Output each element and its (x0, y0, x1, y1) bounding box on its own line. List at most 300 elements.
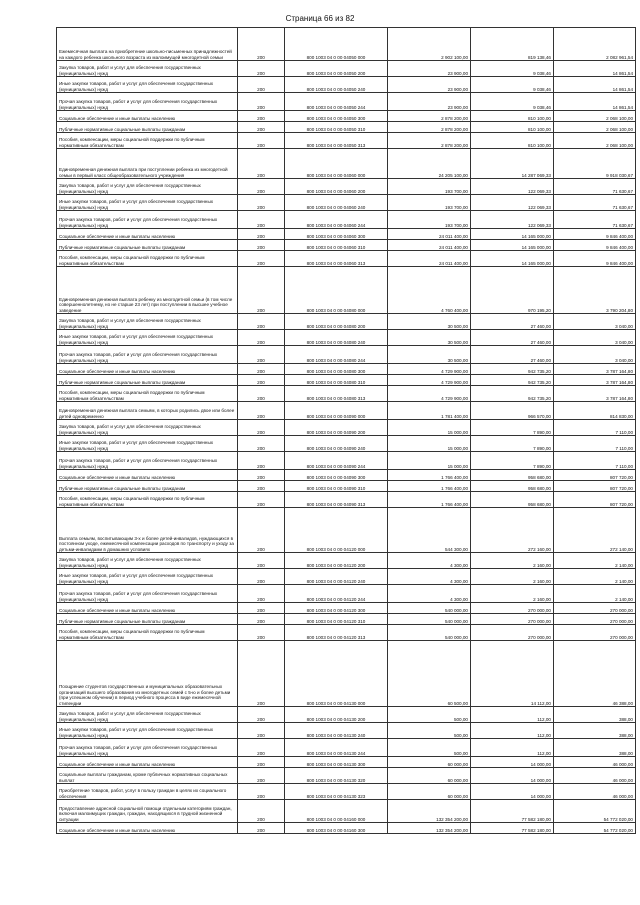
table-row (57, 211, 636, 229)
row-kbk: 800 1003 04 0 00 04160 000 (285, 800, 388, 823)
approved-amount: 193 700,00 (388, 179, 471, 195)
executed-amount: 14 165 000,00 (471, 229, 554, 240)
remaining-amount: 3 040,00 (554, 346, 636, 364)
row-code: 200 (238, 768, 285, 784)
remaining-amount: 7 110,00 (554, 452, 636, 470)
remaining-amount: 388,00 (554, 707, 636, 723)
remaining-amount: 272 140,00 (554, 508, 636, 553)
row-kbk: 800 1003 04 0 00 04090 313 (285, 492, 388, 508)
remaining-amount: 46 000,00 (554, 768, 636, 784)
executed-amount: 942 735,20 (471, 364, 554, 375)
row-name: Иные закупки товаров, работ и услуг для обеспечения государственных (муниципальных) нужд (57, 195, 238, 211)
remaining-amount: 3 790 204,80 (554, 267, 636, 314)
row-kbk: 800 1003 04 0 00 04080 313 (285, 386, 388, 402)
table-row (57, 603, 636, 614)
row-code: 200 (238, 585, 285, 603)
row-kbk: 800 1003 04 0 00 04080 300 (285, 364, 388, 375)
row-name: Иные закупки товаров, работ и услуг для обеспечения государственных (муниципальных) нужд (57, 569, 238, 585)
table-row (57, 768, 636, 784)
approved-amount: 23 900,00 (388, 61, 471, 77)
row-code: 200 (238, 314, 285, 330)
remaining-amount: 71 630,67 (554, 195, 636, 211)
row-code: 200 (238, 93, 285, 111)
approved-amount: 540 000,00 (388, 625, 471, 641)
row-name: Закупка товаров, работ и услуг для обеспечения государственных (муниципальных) нужд (57, 314, 238, 330)
row-name: Прочая закупка товаров, работ и услуг для обеспечения государственных (муниципальных) нужд (57, 452, 238, 470)
remaining-amount: 2 068 100,00 (554, 122, 636, 133)
remaining-amount: 46 000,00 (554, 757, 636, 768)
row-name: Иные закупки товаров, работ и услуг для обеспечения государственных (муниципальных) нужд (57, 330, 238, 346)
row-name: Прочая закупка товаров, работ и услуг для обеспечения государственных (муниципальных) нужд (57, 346, 238, 364)
remaining-amount: 270 000,00 (554, 625, 636, 641)
row-name: Пособия, компенсации, меры социальной поддержки по публичным нормативным обязательствам (57, 251, 238, 267)
table-row (57, 330, 636, 346)
row-code: 200 (238, 240, 285, 251)
table-row (57, 800, 636, 823)
remaining-amount: 270 000,00 (554, 603, 636, 614)
approved-amount: 1 766 400,00 (388, 470, 471, 481)
table-row (57, 569, 636, 585)
row-name: Пособия, компенсации, меры социальной поддержки по публичным нормативным обязательствам (57, 492, 238, 508)
table-row (57, 77, 636, 93)
approved-amount: 60 000,00 (388, 757, 471, 768)
row-name: Социальное обеспечение и иные выплаты населению (57, 603, 238, 614)
row-code: 200 (238, 492, 285, 508)
executed-amount: 14 287 069,33 (471, 149, 554, 179)
approved-amount: 15 000,00 (388, 436, 471, 452)
executed-amount: 7 890,00 (471, 436, 554, 452)
row-name: Прочая закупка товаров, работ и услуг для обеспечения государственных (муниципальных) нужд (57, 585, 238, 603)
approved-amount: 23 900,00 (388, 93, 471, 111)
table-row (57, 314, 636, 330)
row-name: Пособия, компенсации, меры социальной поддержки по публичным нормативным обязательствам (57, 386, 238, 402)
remaining-amount: 2 068 100,00 (554, 133, 636, 149)
row-kbk: 800 1003 04 0 00 04060 244 (285, 211, 388, 229)
row-kbk: 800 1003 04 0 00 04050 310 (285, 122, 388, 133)
executed-amount: 77 582 180,00 (471, 823, 554, 834)
row-code: 200 (238, 229, 285, 240)
row-code: 200 (238, 267, 285, 314)
table-row (57, 195, 636, 211)
executed-amount: 810 100,00 (471, 133, 554, 149)
row-code: 200 (238, 481, 285, 492)
row-code: 200 (238, 452, 285, 470)
approved-amount: 132 354 200,00 (388, 823, 471, 834)
remaining-amount: 9 918 030,67 (554, 149, 636, 179)
row-code: 200 (238, 420, 285, 436)
remaining-amount: 54 772 020,00 (554, 800, 636, 823)
row-kbk: 800 1003 04 0 00 04120 200 (285, 553, 388, 569)
remaining-amount: 9 846 400,00 (554, 229, 636, 240)
row-kbk: 800 1003 04 0 00 04060 000 (285, 149, 388, 179)
remaining-amount: 3 040,00 (554, 330, 636, 346)
approved-amount: 30 500,00 (388, 346, 471, 364)
approved-amount: 60 500,00 (388, 641, 471, 707)
row-code: 200 (238, 330, 285, 346)
remaining-amount: 14 861,54 (554, 61, 636, 77)
approved-amount: 24 011 400,00 (388, 251, 471, 267)
row-code: 200 (238, 784, 285, 800)
row-name: Закупка товаров, работ и услуг для обеспечения государственных (муниципальных) нужд (57, 707, 238, 723)
approved-amount: 1 766 400,00 (388, 492, 471, 508)
row-kbk: 800 1003 04 0 00 04060 300 (285, 229, 388, 240)
table-row (57, 386, 636, 402)
row-kbk: 800 1003 04 0 00 04090 200 (285, 420, 388, 436)
row-code: 200 (238, 707, 285, 723)
table-row (57, 229, 636, 240)
row-name: Публичные нормативные социальные выплаты гражданам (57, 614, 238, 625)
row-code: 200 (238, 61, 285, 77)
row-code: 200 (238, 375, 285, 386)
remaining-amount: 3 787 164,80 (554, 364, 636, 375)
approved-amount: 15 000,00 (388, 452, 471, 470)
executed-amount: 958 680,00 (471, 492, 554, 508)
row-kbk: 800 1003 04 0 00 04120 310 (285, 614, 388, 625)
row-name: Закупка товаров, работ и услуг для обеспечения государственных (муниципальных) нужд (57, 61, 238, 77)
remaining-amount: 807 720,00 (554, 492, 636, 508)
row-code: 200 (238, 77, 285, 93)
remaining-amount: 2 140,00 (554, 585, 636, 603)
row-kbk: 800 1003 04 0 00 04120 244 (285, 585, 388, 603)
executed-amount: 112,00 (471, 739, 554, 757)
executed-amount: 958 680,00 (471, 470, 554, 481)
row-code: 200 (238, 28, 285, 61)
row-name: Закупка товаров, работ и услуг для обеспечения государственных (муниципальных) нужд (57, 420, 238, 436)
row-name: Единовременная денежная выплата при поступлении ребенка из многодетной семьи в первый класс общеобразовательного учреждения (57, 149, 238, 179)
remaining-amount: 814 830,00 (554, 402, 636, 420)
approved-amount: 15 000,00 (388, 420, 471, 436)
table-row (57, 452, 636, 470)
executed-amount: 810 100,00 (471, 111, 554, 122)
row-name: Публичные нормативные социальные выплаты гражданам (57, 481, 238, 492)
row-code: 200 (238, 625, 285, 641)
row-kbk: 800 1003 04 0 00 04080 240 (285, 330, 388, 346)
remaining-amount: 807 720,00 (554, 470, 636, 481)
approved-amount: 2 902 100,00 (388, 28, 471, 61)
row-kbk: 800 1003 04 0 00 04130 244 (285, 739, 388, 757)
row-name: Пособия, компенсации, меры социальной поддержки по публичным нормативным обязательствам (57, 133, 238, 149)
executed-amount: 9 038,46 (471, 61, 554, 77)
executed-amount: 9 038,46 (471, 77, 554, 93)
row-kbk: 800 1003 04 0 00 04050 300 (285, 111, 388, 122)
approved-amount: 24 011 400,00 (388, 240, 471, 251)
row-name: Выплата семьям, воспитывающим 3-х и более детей-инвалидов, нуждающихся в постоянном уходе, ежемесячной компенсации расходов по транспорту и уходу за детьми-инвалидами в домашних условиях (57, 508, 238, 553)
remaining-amount: 807 720,00 (554, 481, 636, 492)
row-name: Социальные выплаты гражданам, кроме публичных нормативных социальных выплат (57, 768, 238, 784)
row-code: 200 (238, 179, 285, 195)
row-kbk: 800 1003 04 0 00 04060 200 (285, 179, 388, 195)
row-code: 200 (238, 470, 285, 481)
executed-amount: 77 582 180,00 (471, 800, 554, 823)
table-row (57, 508, 636, 553)
executed-amount: 7 890,00 (471, 452, 554, 470)
row-code: 200 (238, 614, 285, 625)
row-code: 200 (238, 739, 285, 757)
row-name: Прочая закупка товаров, работ и услуг для обеспечения государственных (муниципальных) нужд (57, 93, 238, 111)
executed-amount: 14 000,00 (471, 757, 554, 768)
row-kbk: 800 1003 04 0 00 04130 000 (285, 641, 388, 707)
executed-amount: 2 160,00 (471, 585, 554, 603)
remaining-amount: 2 140,00 (554, 553, 636, 569)
remaining-amount: 2 140,00 (554, 569, 636, 585)
table-row (57, 93, 636, 111)
row-kbk: 800 1003 04 0 00 04130 300 (285, 757, 388, 768)
approved-amount: 4 729 900,00 (388, 386, 471, 402)
table-row (57, 240, 636, 251)
budget-table (56, 27, 636, 834)
executed-amount: 14 165 000,00 (471, 251, 554, 267)
row-kbk: 800 1003 04 0 00 04160 300 (285, 823, 388, 834)
row-code: 200 (238, 569, 285, 585)
row-code: 200 (238, 823, 285, 834)
remaining-amount: 2 068 100,00 (554, 111, 636, 122)
row-name: Социальное обеспечение и иные выплаты населению (57, 111, 238, 122)
approved-amount: 500,00 (388, 707, 471, 723)
executed-amount: 27 460,00 (471, 346, 554, 364)
table-row (57, 553, 636, 569)
row-kbk: 800 1003 04 0 00 04050 313 (285, 133, 388, 149)
row-kbk: 800 1003 04 0 00 04130 240 (285, 723, 388, 739)
table-row (57, 111, 636, 122)
executed-amount: 810 100,00 (471, 122, 554, 133)
remaining-amount: 2 082 961,54 (554, 28, 636, 61)
table-row (57, 784, 636, 800)
table-row (57, 28, 636, 61)
table-row (57, 133, 636, 149)
row-code: 200 (238, 364, 285, 375)
approved-amount: 544 300,00 (388, 508, 471, 553)
approved-amount: 30 500,00 (388, 330, 471, 346)
table-row (57, 375, 636, 386)
row-kbk: 800 1003 04 0 00 04120 300 (285, 603, 388, 614)
remaining-amount: 388,00 (554, 739, 636, 757)
executed-amount: 27 460,00 (471, 314, 554, 330)
executed-amount: 14 165 000,00 (471, 240, 554, 251)
table-row (57, 61, 636, 77)
approved-amount: 500,00 (388, 723, 471, 739)
executed-amount: 14 112,00 (471, 641, 554, 707)
row-code: 200 (238, 122, 285, 133)
remaining-amount: 3 787 164,80 (554, 386, 636, 402)
row-kbk: 800 1003 04 0 00 04060 310 (285, 240, 388, 251)
approved-amount: 4 300,00 (388, 585, 471, 603)
remaining-amount: 3 787 164,80 (554, 375, 636, 386)
executed-amount: 270 000,00 (471, 603, 554, 614)
table-row (57, 436, 636, 452)
row-kbk: 800 1003 04 0 00 04090 300 (285, 470, 388, 481)
row-code: 200 (238, 346, 285, 364)
approved-amount: 4 300,00 (388, 553, 471, 569)
approved-amount: 24 205 100,00 (388, 149, 471, 179)
executed-amount: 122 069,33 (471, 211, 554, 229)
row-code: 200 (238, 149, 285, 179)
approved-amount: 2 878 200,00 (388, 133, 471, 149)
row-kbk: 800 1003 04 0 00 04090 000 (285, 402, 388, 420)
executed-amount: 14 000,00 (471, 768, 554, 784)
row-name: Прочая закупка товаров, работ и услуг для обеспечения государственных (муниципальных) нужд (57, 739, 238, 757)
row-name: Пособия, компенсации, меры социальной поддержки по публичным нормативным обязательствам (57, 625, 238, 641)
table-row (57, 364, 636, 375)
executed-amount: 942 735,20 (471, 386, 554, 402)
row-name: Социальное обеспечение и иные выплаты населению (57, 470, 238, 481)
row-name: Закупка товаров, работ и услуг для обеспечения государственных (муниципальных) нужд (57, 553, 238, 569)
remaining-amount: 270 000,00 (554, 614, 636, 625)
row-code: 200 (238, 195, 285, 211)
table-row (57, 149, 636, 179)
row-kbk: 800 1003 04 0 00 04050 244 (285, 93, 388, 111)
table-row (57, 707, 636, 723)
row-name: Предоставление адресной социальной помощи отдельным категориям граждан, включая малоимущих граждан, граждан, находящихся в трудной жизненной ситуации (57, 800, 238, 823)
executed-amount: 970 195,20 (471, 267, 554, 314)
row-kbk: 800 1003 04 0 00 04130 320 (285, 768, 388, 784)
row-code: 200 (238, 603, 285, 614)
table-row (57, 346, 636, 364)
row-code: 200 (238, 402, 285, 420)
row-name: Закупка товаров, работ и услуг для обеспечения государственных (муниципальных) нужд (57, 179, 238, 195)
executed-amount: 9 038,46 (471, 93, 554, 111)
row-code: 200 (238, 211, 285, 229)
row-code: 200 (238, 133, 285, 149)
row-kbk: 800 1003 04 0 00 04130 200 (285, 707, 388, 723)
row-name: Иные закупки товаров, работ и услуг для обеспечения государственных (муниципальных) нужд (57, 723, 238, 739)
row-kbk: 800 1003 04 0 00 04080 310 (285, 375, 388, 386)
row-name: Публичные нормативные социальные выплаты гражданам (57, 122, 238, 133)
approved-amount: 193 700,00 (388, 211, 471, 229)
row-kbk: 800 1003 04 0 00 04130 323 (285, 784, 388, 800)
row-code: 200 (238, 386, 285, 402)
approved-amount: 500,00 (388, 739, 471, 757)
remaining-amount: 54 772 020,00 (554, 823, 636, 834)
row-kbk: 800 1003 04 0 00 04050 200 (285, 61, 388, 77)
remaining-amount: 71 630,67 (554, 179, 636, 195)
table-row (57, 481, 636, 492)
approved-amount: 193 700,00 (388, 195, 471, 211)
row-code: 200 (238, 641, 285, 707)
table-row (57, 641, 636, 707)
remaining-amount: 14 861,54 (554, 93, 636, 111)
executed-amount: 122 069,33 (471, 195, 554, 211)
executed-amount: 14 000,00 (471, 784, 554, 800)
row-name: Социальное обеспечение и иные выплаты населению (57, 823, 238, 834)
table-row (57, 267, 636, 314)
executed-amount: 122 069,33 (471, 179, 554, 195)
row-name: Социальное обеспечение и иные выплаты населению (57, 364, 238, 375)
approved-amount: 30 500,00 (388, 314, 471, 330)
row-kbk: 800 1003 04 0 00 04050 240 (285, 77, 388, 93)
executed-amount: 2 160,00 (471, 553, 554, 569)
remaining-amount: 3 040,00 (554, 314, 636, 330)
remaining-amount: 388,00 (554, 723, 636, 739)
row-code: 200 (238, 111, 285, 122)
approved-amount: 4 729 900,00 (388, 364, 471, 375)
row-code: 200 (238, 553, 285, 569)
table-row (57, 251, 636, 267)
remaining-amount: 7 110,00 (554, 436, 636, 452)
table-row (57, 585, 636, 603)
approved-amount: 60 000,00 (388, 784, 471, 800)
approved-amount: 2 878 200,00 (388, 111, 471, 122)
row-kbk: 800 1003 04 0 00 04060 240 (285, 195, 388, 211)
approved-amount: 4 760 400,00 (388, 267, 471, 314)
executed-amount: 270 000,00 (471, 625, 554, 641)
row-kbk: 800 1003 04 0 00 04120 000 (285, 508, 388, 553)
approved-amount: 540 000,00 (388, 603, 471, 614)
table-row (57, 823, 636, 834)
row-name: Социальное обеспечение и иные выплаты населению (57, 229, 238, 240)
remaining-amount: 7 110,00 (554, 420, 636, 436)
row-kbk: 800 1003 04 0 00 04080 000 (285, 267, 388, 314)
row-name: Приобретение товаров, работ, услуг в пользу граждан в целях их социального обеспечения (57, 784, 238, 800)
remaining-amount: 46 000,00 (554, 784, 636, 800)
table-row (57, 739, 636, 757)
table-row (57, 179, 636, 195)
row-code: 200 (238, 251, 285, 267)
table-row (57, 723, 636, 739)
approved-amount: 60 000,00 (388, 768, 471, 784)
executed-amount: 819 138,46 (471, 28, 554, 61)
row-code: 200 (238, 723, 285, 739)
row-code: 200 (238, 757, 285, 768)
row-kbk: 800 1003 04 0 00 04050 000 (285, 28, 388, 61)
table-row (57, 757, 636, 768)
row-name: Публичные нормативные социальные выплаты гражданам (57, 375, 238, 386)
approved-amount: 4 729 900,00 (388, 375, 471, 386)
row-name: Единовременная денежная выплата ребенку из многодетной семьи (в том числе совершеннолетнему, но не старше 23 лет) при поступлении в высшее учебное заведение (57, 267, 238, 314)
row-kbk: 800 1003 04 0 00 04120 240 (285, 569, 388, 585)
executed-amount: 2 160,00 (471, 569, 554, 585)
row-code: 200 (238, 436, 285, 452)
row-name: Единовременная денежная выплата семьям, в которых родились двое или более детей одновременно (57, 402, 238, 420)
executed-amount: 27 460,00 (471, 330, 554, 346)
executed-amount: 942 735,20 (471, 375, 554, 386)
table-row (57, 614, 636, 625)
table-row (57, 625, 636, 641)
executed-amount: 112,00 (471, 723, 554, 739)
approved-amount: 1 781 400,00 (388, 402, 471, 420)
row-kbk: 800 1003 04 0 00 04120 313 (285, 625, 388, 641)
approved-amount: 2 878 200,00 (388, 122, 471, 133)
table-row (57, 402, 636, 420)
row-code: 200 (238, 800, 285, 823)
row-kbk: 800 1003 04 0 00 04080 200 (285, 314, 388, 330)
row-name: Прочая закупка товаров, работ и услуг для обеспечения государственных (муниципальных) нужд (57, 211, 238, 229)
executed-amount: 958 680,00 (471, 481, 554, 492)
executed-amount: 112,00 (471, 707, 554, 723)
approved-amount: 132 354 200,00 (388, 800, 471, 823)
row-kbk: 800 1003 04 0 00 04090 310 (285, 481, 388, 492)
table-row (57, 122, 636, 133)
row-kbk: 800 1003 04 0 00 04090 240 (285, 436, 388, 452)
executed-amount: 966 570,00 (471, 402, 554, 420)
row-kbk: 800 1003 04 0 00 04090 244 (285, 452, 388, 470)
row-name: Социальное обеспечение и иные выплаты населению (57, 757, 238, 768)
row-kbk: 800 1003 04 0 00 04080 244 (285, 346, 388, 364)
row-code: 200 (238, 508, 285, 553)
table-row (57, 492, 636, 508)
row-name: Иные закупки товаров, работ и услуг для обеспечения государственных (муниципальных) нужд (57, 77, 238, 93)
row-name: Поощрение студентов государственных и муниципальных образовательных организаций высшего образования из многодетных семей с 5-ю и более детьми (при успешном обучении) в период учебного процесса в виде ежемесячной стипендии (57, 641, 238, 707)
remaining-amount: 46 388,00 (554, 641, 636, 707)
executed-amount: 272 160,00 (471, 508, 554, 553)
approved-amount: 4 300,00 (388, 569, 471, 585)
row-name: Публичные нормативные социальные выплаты гражданам (57, 240, 238, 251)
row-name: Иные закупки товаров, работ и услуг для обеспечения государственных (муниципальных) нужд (57, 436, 238, 452)
approved-amount: 540 000,00 (388, 614, 471, 625)
row-name: Ежемесячная выплата на приобретение школьно-письменных принадлежностей на каждого ребенка школьного возраста из малоимущей многодетной семьи (57, 28, 238, 61)
remaining-amount: 9 846 400,00 (554, 251, 636, 267)
remaining-amount: 71 630,67 (554, 211, 636, 229)
approved-amount: 23 900,00 (388, 77, 471, 93)
